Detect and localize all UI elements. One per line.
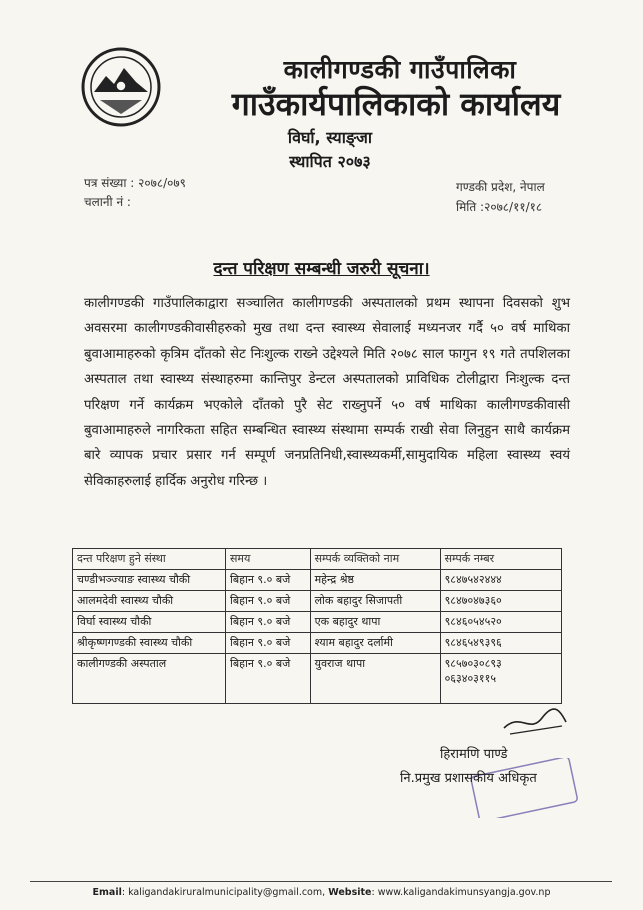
table-row <box>73 654 562 704</box>
notice-body: कालीगण्डकी गाउँपालिकाद्वारा सञ्चालित कालीगण्डकी अस्पतालको प्रथम स्थापना दिवसको शुभ अवसरमा कालीगण्डकीवासीहरुको मुख तथा दन्त स्वास्थ्य सेवालाई मध्यनजर गर्दै ५० वर्ष माथिका बुवाआमाहरुको कृत्रिम दाँतको सेट निःशुल्क राख्ने उद्देश्यले मिति २०७८ साल फागुन १९ गते तपशिलका अस्पताल तथा स्वास्थ्य संस्थाहरुमा कान्तिपुर डेन्टल अस्पतालको प्राविधिक टोलीद्वारा निःशुल्क दन्त परिक्षण गर्ने कार्यक्रम भएकोले दाँतको पुरै सेट राख्नुपर्ने ५० वर्ष माथिका कालीगण्डकीवासी बुवाआमाहरुले नागरिकता सहित सम्बन्धित स्वास्थ्य संस्थामा सम्पर्क राखी सेवा लिनुहुन साथै कार्यक्रम बारे व्यापक प्रचार प्रसार गर्न सम्पूर्ण जनप्रतिनिधी,स्वास्थ्यकर्मी,सामुदायिक महिला स्वास्थ्य स्वयं सेविकाहरुलाई हार्दिक अनुरोध गरिन्छ । <box>84 296 570 489</box>
handwritten-signature <box>500 704 570 740</box>
table-cell: कालीगण्डकी अस्पताल <box>73 654 226 704</box>
org-name: कालीगण्डकी गाउँपालिका <box>283 55 517 84</box>
email-link[interactable]: kaligandakiruralmunicipality@gmail.com <box>128 887 323 898</box>
table-cell: ९८५७०३०८९३ ०६३४०३११५ <box>440 654 561 704</box>
province-line: गण्डकी प्रदेश, नेपाल <box>456 180 545 194</box>
table-cell: श्रीकृष्णगण्डकी स्वास्थ्य चौकी <box>73 633 226 654</box>
table-cell: ९८४७०४७३६० <box>440 591 561 612</box>
footer-divider <box>30 881 612 882</box>
table-row <box>73 612 562 633</box>
table-cell: ९८४६५४९३९६ <box>440 633 561 654</box>
table-row <box>73 591 562 612</box>
table-header-row <box>73 549 562 570</box>
table-cell: बिहान ९.० बजे <box>226 612 311 633</box>
table-cell: लोक बहादुर सिजापती <box>310 591 440 612</box>
table-cell: बिहान ९.० बजे <box>226 633 311 654</box>
table-cell: बिहान ९.० बजे <box>226 654 311 704</box>
table-cell: आलमदेवी स्वास्थ्य चौकी <box>73 591 226 612</box>
table-header-cell: दन्त परिक्षण हुने संस्था <box>73 549 226 570</box>
office-address: विर्घा, स्याङ्जा <box>287 128 373 147</box>
table-row <box>73 633 562 654</box>
office-name: गाउँकार्यपालिकाको कार्यालय <box>231 85 561 123</box>
website-link[interactable]: www.kaligandakimunsyangja.gov.np <box>377 887 551 898</box>
notice-title <box>0 256 643 279</box>
table-cell: बिहान ९.० बजे <box>226 570 311 591</box>
table-cell: ९८४६०५४५२० <box>440 612 561 633</box>
footer-contact: Email: kaligandakiruralmunicipality@gmail.com, Website: www.kaligandakimunsyangja.gov.np <box>92 887 551 898</box>
letter-date: मिति :२०७८/११/१८ <box>456 200 543 214</box>
table-cell: बिहान ९.० बजे <box>226 591 311 612</box>
signatory-designation: नि.प्रमुख प्रशासकीय अधिकृत <box>400 771 537 786</box>
emblem-logo <box>80 46 162 128</box>
table-cell: विर्घा स्वास्थ्य चौकी <box>73 612 226 633</box>
email-label: Email <box>92 887 122 898</box>
table-header-cell: सम्पर्क नम्बर <box>440 549 561 570</box>
examination-schedule-table <box>72 548 562 704</box>
official-stamp <box>470 758 580 818</box>
table-cell: एक बहादुर थापा <box>310 612 440 633</box>
table-cell: श्याम बहादुर दर्लामी <box>310 633 440 654</box>
dispatch-number: चलानी नं : <box>84 195 131 209</box>
table-cell: चण्डीभञ्ज्याङ स्वास्थ्य चौकी <box>73 570 226 591</box>
reference-number: पत्र संख्या : २०७८/०७९ <box>84 176 186 190</box>
table-row <box>73 570 562 591</box>
table-header-cell: समय <box>226 549 311 570</box>
established-year: स्थापित २०७३ <box>289 152 371 171</box>
table-header-cell: सम्पर्क व्यक्तिको नाम <box>310 549 440 570</box>
signatory-name: हिरामणि पाण्डे <box>440 747 508 762</box>
table-cell: ९८४७५४२४४४ <box>440 570 561 591</box>
notice-title-text: दन्त परिक्षण सम्बन्धी जरुरी सूचना। <box>213 259 430 279</box>
table-cell: युवराज थापा <box>310 654 440 704</box>
website-label: Website <box>328 887 372 898</box>
table-cell: महेन्द्र श्रेष्ठ <box>310 570 440 591</box>
